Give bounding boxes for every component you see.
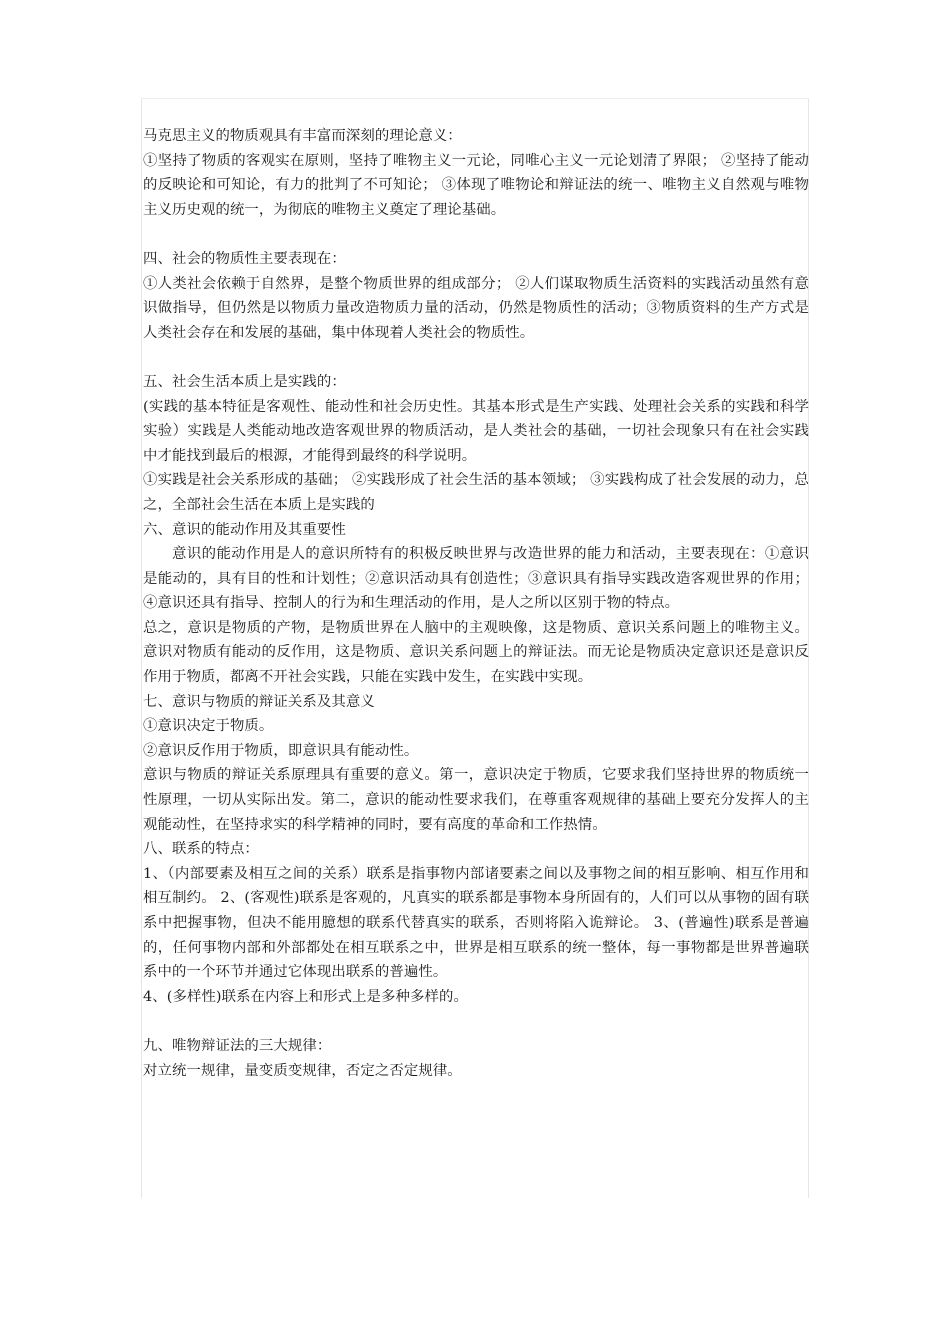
list-item: 4、(多样性)联系在内容上和形式上是多种多样的。 [143, 988, 468, 1005]
paragraph-intro: 马克思主义的物质观具有丰富而深刻的理论意义： [143, 128, 462, 144]
paragraph: 意识的能动作用是人的意识所特有的积极反映世界与改造世界的能力和活动，主要表现在：①意识是能动的，具有目的性和计划性；②意识活动具有创造性；③意识具有指导实践改造客观世界的作用；④意识还具有指导、控制人的行为和生理活动的作用，是人之所以区别于物的特点。 [143, 546, 809, 612]
paragraph: 1、（内部要素及相互之间的关系）联系是指事物内部诸要素之间以及事物之间的相互影响、相互作用和相互制约。 2、(客观性)联系是客观的，凡真实的联系都是事物本身所固有的，人们可以从事物的固有联系中把握事物，但决不能用臆想的联系代替真实的联系，否则将陷入诡辩论。 3、(普遍性)联系是普遍的，任何事物内部和外部都处在相互联系之中，世界是相互联系的统一整体，每一事物都是世界普遍联系中的一个环节并通过它体现出联系的普遍性。 [143, 865, 809, 981]
section-heading-7: 七、意识与物质的辩证关系及其意义 [143, 693, 375, 710]
list-item: ①意识决定于物质。 [143, 718, 274, 735]
section-heading-8: 八、联系的特点： [143, 841, 259, 858]
section-heading-4: 四、社会的物质性主要表现在： [143, 250, 346, 267]
paragraph: ①人类社会依赖于自然界，是整个物质世界的组成部分； ②人们谋取物质生活资料的实践活动虽然有意识做指导，但仍然是以物质力量改造物质力量的活动，仍然是物质性的活动；③物质资料的生产方式是人类社会存在和发展的基础，集中体现着人类社会的物质性。 [143, 275, 809, 341]
blank-line [143, 1009, 809, 1034]
list-item: ②意识反作用于物质，即意识具有能动性。 [143, 742, 419, 759]
paragraph: 对立统一规律，量变质变规律，否定之否定规律。 [143, 1062, 462, 1079]
section-heading-9: 九、唯物辩证法的三大规律： [143, 1037, 332, 1054]
blank-line [143, 345, 809, 370]
paragraph: (实践的基本特征是客观性、能动性和社会历史性。其基本形式是生产实践、处理社会关系的实践和科学实验）实践是人类能动地改造客观世界的物质活动，是人类社会的基础，一切社会现象只有在社会实践中才能找到最后的根源，才能得到最终的科学说明。 [143, 398, 809, 464]
paragraph: ①坚持了物质的客观实在原则，坚持了唯物主义一元论，同唯心主义一元论划清了界限； ②坚持了能动的反映论和可知论，有力的批判了不可知论； ③体现了唯物论和辩证法的统一、唯物主义自然观与唯物主义历史观的统一，为彻底的唯物主义奠定了理论基础。 [143, 152, 809, 218]
paragraph: 意识与物质的辩证关系原理具有重要的意义。第一，意识决定于物质，它要求我们坚持世界的物质统一性原理，一切从实际出发。第二，意识的能动性要求我们，在尊重客观规律的基础上要充分发挥人的主观能动性，在坚持求实的科学精神的同时，要有高度的革命和工作热情。 [143, 767, 809, 833]
section-heading-5: 五、社会生活本质上是实践的： [143, 373, 346, 390]
paragraph: ①实践是社会关系形成的基础； ②实践形成了社会生活的基本领域； ③实践构成了社会发展的动力，总之，全部社会生活在本质上是实践的 [143, 472, 809, 513]
document-body [143, 124, 809, 1083]
blank-line [143, 222, 809, 247]
section-heading-6: 六、意识的能动作用及其重要性 [143, 521, 346, 538]
paragraph: 总之，意识是物质的产物，是物质世界在人脑中的主观映像，这是物质、意识关系问题上的唯物主义。意识对物质有能动的反作用，这是物质、意识关系问题上的辩证法。而无论是物质决定意识还是意识反作用于物质，都离不开社会实践，只能在实践中发生，在实践中实现。 [143, 619, 809, 686]
